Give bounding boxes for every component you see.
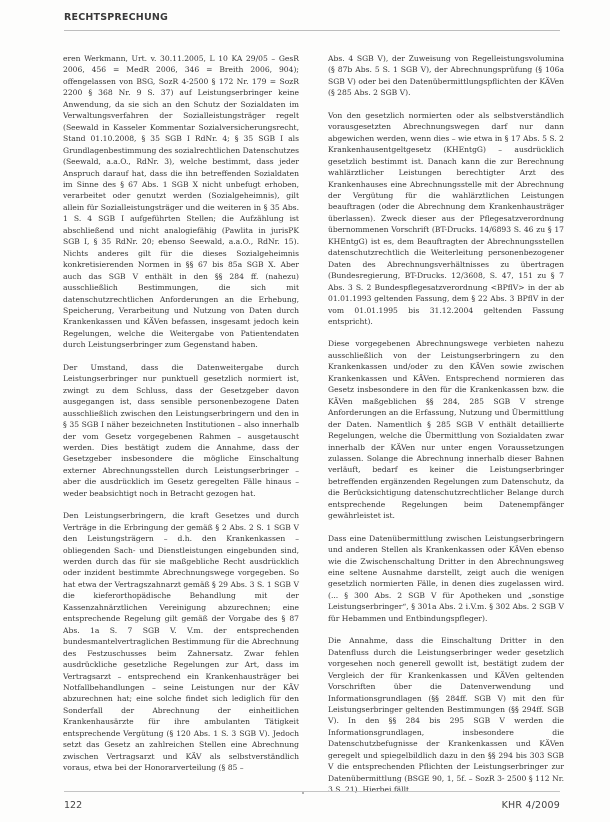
footer-divider	[64, 791, 560, 792]
left-paragraph-2: Der Umstand, dass die Datenweitergabe durch Leistungserbringer nur punktuell gesetzlich normiert ist, zwingt zu dem Schluss, dass der Gesetzgeber davon ausgegangen ist, dass sensible personenbezogene Daten ausschließlich zwischen den Leistungserbringern und den in § 35 SGB I näher bezeichneten Institutionen – also innerhalb der vom Gesetz vorgegebenen Rahmen – ausgetauscht werden. Dies bestätigt zudem die Annahme, dass der Gesetzgeber insbesondere die mögliche Einschaltung externer Abrechnungsstellen durch Leistungserbringer – aber die ausdrücklich im Gesetz geregelten Fälle hinaus – weder beabsichtigt noch in Betracht gezogen hat.	[63, 362, 299, 498]
right-paragraph-3: Diese vorgegebenen Abrechnungswege verbieten nahezu ausschließlich von der Leistungserbringern zu den Krankenkassen und/oder zu den KÄVen sowie zwischen Krankenkassen und KÄVen. Entsprechend normieren das Gesetz insbesondere in den für die Krankenkassen bzw. die KÄVen maßgeblichen §§ 284, 285 SGB V strenge Anforderungen an die Erfassung, Nutzung und Übermittlung der Daten. Namentlich § 285 SGB V enthält detaillierte Regelungen, welche die Übermittlung von Sozialdaten zwar innerhalb der KÄVen nur unter engen Voraussetzungen zulassen. Solange die Abrechnung innerhalb dieser Bahnen verläuft, bedarf es keiner die Leistungserbringer betreffenden ergänzenden Regelungen zum Datenschutz, da die Berücksichtigung datenschutzrechtlicher Belange durch entsprechende Regelungen beim Datenempfänger gewährleistet ist.	[328, 339, 564, 521]
right-paragraph-4: Dass eine Datenübermittlung zwischen Leistungserbringern und anderen Stellen als Krankenkassen oder KÄVen ebenso wie die Zwischenschaltung Dritter in den Abrechnungsweg eine seltene Ausnahme darstellt, zeigt auch die wenigen gesetzlich normierten Fälle, in denen dies zugelassen wird. (... § 300 Abs. 2 SGB V für Apotheken und „sonstige Leistungserbringer“, § 301a Abs. 2 i.V.m. § 302 Abs. 2 SGB V für Hebammen und Entbindungspfleger).	[328, 533, 564, 623]
left-paragraph-1: eren Werkmann, Urt. v. 30.11.2005, L 10 KA 29/05 – GesR 2006, 456 = MedR 2006, 346 = Breith 2006, 904); offengelassen von BSG, SozR 4-2500 § 172 Nr. 179 = SozR 2200 § 368 Nr. 9 S. 37) auf Leistungserbringer keine Anwendung, da sie sich an den Schutz der Sozialdaten im Verwaltungsverfahren der Sozialleistungsträger regelt (Seewald in Kasseler Kommentar Sozialversicherungsrecht, Stand 01.10.2008, § 35 SGB I RdNr. 4; § 35 SGB I als Grundlagenbestimmung des sozialrechtlichen Datenschutzes (Seewald, a.a.O., RdNr. 3), welche bestimmt, dass jeder Anspruch darauf hat, dass die ihn betreffenden Sozialdaten im Sinne des § 67 Abs. 1 SGB X nicht unbefugt erhoben, verarbeitet oder genutzt werden (Sozialgeheimnis), gilt allein für Sozialleistungsträger und die weiteren in § 35 Abs. 1 S. 4 SGB I aufgeführten Stellen; die Aufzählung ist abschließend und nicht analogiefähig (Pawlita in jurisPK SGB I, § 35 RdNr. 20; ebenso Seewald, a.a.O., RdNr. 15). Nichts anderes gilt für die dieses Sozialgeheimnis konkretisierenden Normen in §§ 67 bis 85a SGB X. Aber auch das SGB V enthält in den §§ 284 ff. (nahezu) ausschließlich Bestimmungen, die sich mit datenschutzrechtlichen Anforderungen an die Erhebung, Speicherung, Verarbeitung und Nutzung von Daten durch Krankenkassen und KÄVen befassen, insgesamt jedoch kein Regelungen, welche die Weitergabe von Patientendaten durch Leistungserbringer zum Gegenstand haben.	[63, 54, 299, 350]
left-column	[63, 53, 299, 771]
right-paragraph-1: Abs. 4 SGB V), der Zuweisung von Regelleistungsvolumina (§ 87b Abs. 5 S. 1 SGB V), der Abrechnungsprüfung (§ 106a SGB V) oder bei den Datenübermittlungspflichten der KÄVen (§ 285 Abs. 2 SGB V).	[328, 54, 564, 98]
right-paragraph-5: Die Annahme, dass die Einschaltung Dritter in den Datenfluss durch die Leistungserbringer weder gesetzlich vorgesehen noch generell gewollt ist, bestätigt zudem der Vergleich der für Krankenkassen und KÄVen geltenden Vorschriften über die Datenverwendung und Informationsgrundlagen (§§ 284ff. SGB V) mit den für Leistungserbringer geltenden Bestimmungen (§§ 294ff. SGB V). In den §§ 284 bis 295 SGB V werden die Informationsgrundlagen, insbesondere die Datenschutzbefugnisse der Krankenkassen und KÄVen geregelt und spiegelbildlich dazu in den §§ 294 bis 303 SGB V die entsprechenden Pflichten der Leistungserbringer zur Datenübermittlung (BSGE 90, 1, 5f. – SozR 3- 2500 § 112 Nr. 3 S. 21). Hierbei fällt	[328, 636, 564, 795]
journal-issue: KHR 4/2009	[501, 800, 560, 811]
section-heading: RECHTSPRECHUNG	[64, 12, 169, 23]
right-paragraph-2: Von den gesetzlich normierten oder als selbstverständlich vorausgesetzten Abrechnungswegen darf nur dann abgewichen werden, wenn dies – wie etwa in § 17 Abs. 5 S. 2 Krankenhausentgeltgesetz (KHEntgG) – ausdrücklich gesetzlich bestimmt ist. Danach kann die zur Berechnung wahlärztlicher Leistungen berechtigter Arzt des Krankenhauses eine Abrechnungsstelle mit der Abrechnung der Vergütung für die wahlärztlichen Leistungen beauftragen (oder die Abrechnung dem Krankenhausträger überlassen). Zweck dieser aus der Pflegesatzverordnung übernommenen Vorschrift (BT-Drucks. 14/6893 S. 46 zu § 17 KHEntgG) ist es, dem Beauftragten der Abrechnungsstellen datenschutzrechtlich die Weiterleitung personenbezogener Daten des Abrechnungsverhältnisses zu übertragen (Bundesregierung, BT-Drucks. 12/3608, S. 47, 151 zu § 7 Abs. 3 S. 2 Bundespflegesatzverordnung <BPflV> in der ab 01.01.1993 geltenden Fassung, dem § 22 Abs. 3 BPflV in der vom 01.01.1995 bis 31.12.2004 geltenden Fassung entspricht).	[328, 110, 564, 326]
left-paragraph-3: Den Leistungserbringern, die kraft Gesetzes und durch Verträge in die Erbringung der gemäß § 2 Abs. 2 S. 1 SGB V den Leistungsträgern – d.h. den Krankenkassen – obliegenden Sach- und Dienstleistungen eingebunden sind, werden durch das für sie maßgebliche Recht ausdrücklich oder inzident bestimmte Abrechnungswege vorgegeben. So hat etwa der Vertragszahnarzt gemäß § 29 Abs. 3 S. 1 SGB V die kieferorthopädische Behandlung mit der Kassenzahnärztlichen Vereinigung abzurechnen; eine entsprechende Regelung gilt gemäß der Vorgabe des § 87 Abs. 1a S. 7 SGB V. V.m. der entsprechenden bundesmantelvertraglichen Bestimmung für die Abrechnung des Festzuschusses beim Zahnersatz. Zwar fehlen ausdrückliche gesetzliche Regelungen zur Art, dass im Vertragsarzt – entsprechend ein Krankenhausträger bei Notfallbehandlungen – seine Leistungen nur der KÄV abzurechnen hat; eine solche findet sich lediglich für den Sonderfall der Abrechnung der einheitlichen Krankenhausärzte für ihre ambulanten Tätigkeit entsprechende Vergütung (§ 120 Abs. 1 S. 3 SGB V). Jedoch setzt das Gesetz an zahlreichen Stellen eine Abrechnung zwischen Vertragsarzt und KÄV als selbstverständlich voraus, etwa bei der Honorarverteilung (§ 85 –	[63, 511, 299, 773]
page-number: 122	[64, 800, 83, 811]
header-divider	[64, 30, 560, 31]
footer-center-mark	[302, 792, 304, 794]
right-column	[328, 53, 564, 795]
